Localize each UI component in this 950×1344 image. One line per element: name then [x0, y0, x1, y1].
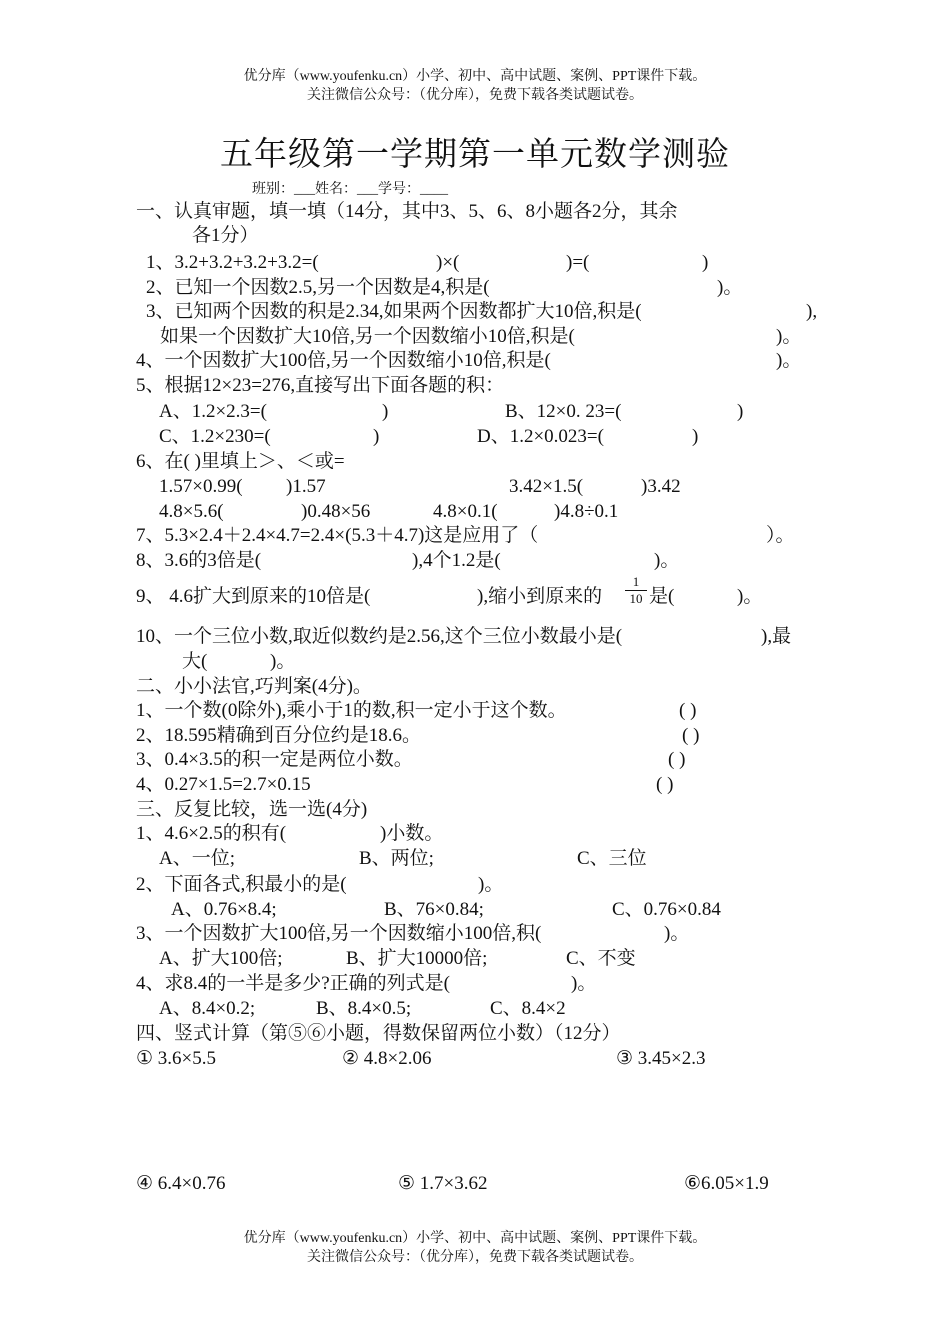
s4-problem-3: ③ 3.45×2.3: [616, 1048, 706, 1069]
s1-q6-a: 1.57×0.99(: [159, 476, 243, 497]
s1-q6-d-right: )4.8÷0.1: [554, 501, 619, 522]
fraction-denominator: 10: [629, 591, 643, 606]
section-1-heading-cont: 各1分）: [192, 225, 259, 246]
s1-q3-part-a: 3、已知两个因数的积是2.34,如果两个因数都扩大10倍,积是(: [146, 301, 642, 322]
s3-q4-option-b: B、8.4×0.5;: [316, 998, 412, 1019]
s4-problem-6: ⑥6.05×1.9: [684, 1173, 769, 1194]
s1-q10-part-a: 10、一个三位小数,取近似数约是2.56,这个三位小数最小是(: [136, 626, 623, 647]
s2-q2: 2、18.595精确到百分位约是18.6。: [136, 725, 422, 746]
s1-q5-a: A、1.2×2.3=(: [159, 401, 267, 422]
s3-q4-option-a: A、8.4×0.2;: [159, 998, 256, 1019]
s2-q4: 4、0.27×1.5=2.7×0.15: [136, 774, 311, 795]
s3-q2-option-b: B、76×0.84;: [384, 899, 484, 920]
fraction-one-tenth: [625, 575, 647, 606]
s1-q10-part-d: )。: [270, 651, 296, 672]
s3-q1-option-b: B、两位;: [359, 848, 434, 869]
s1-q5-d: D、1.2×0.023=(: [477, 426, 604, 447]
s1-q8-part-b: ),4个1.2是(: [412, 550, 501, 571]
s3-q4: 4、求8.4的一半是多少?正确的列式是(: [136, 973, 451, 994]
s1-q5-d-close: ): [692, 426, 699, 447]
s2-q1-answer-paren: ( ): [679, 700, 697, 721]
s1-q7-close: ）。: [766, 525, 795, 546]
s1-q10-part-b: ),最: [761, 626, 792, 647]
footer-line-2: 关注微信公众号：（优分库），免费下载各类试题试卷。: [307, 1250, 643, 1265]
s1-q5-c: C、1.2×230=(: [159, 426, 271, 447]
section-3-heading: 三、反复比较，选一选(4分): [136, 799, 368, 820]
s3-q3-option-c: C、不变: [566, 948, 636, 969]
s1-q5-a-close: ): [382, 401, 389, 422]
s1-q2-part-a: 2、已知一个因数2.5,另一个因数是4,积是(: [146, 277, 490, 298]
s1-q5-c-close: ): [373, 426, 380, 447]
s3-q2-option-a: A、0.76×8.4;: [171, 899, 277, 920]
s2-q1: 1、一个数(0除外),乘小于1的数,积一定小于这个数。: [136, 700, 567, 721]
s1-q1-part-d: ): [702, 252, 709, 273]
s1-q2-part-b: )。: [717, 277, 743, 298]
header-line-2: 关注微信公众号：（优分库），免费下载各类试题试卷。: [307, 88, 643, 103]
s1-q6-c: 4.8×5.6(: [159, 501, 224, 522]
s1-q1-part-b: )×(: [436, 252, 460, 273]
s3-q1: 1、4.6×2.5的积有(: [136, 823, 287, 844]
fraction-numerator: 1: [632, 574, 640, 589]
s3-q4-end: )。: [571, 973, 597, 994]
s3-q3-option-b: B、扩大10000倍;: [346, 948, 488, 969]
s1-q9-part-b: ),缩小到原来的: [477, 586, 603, 607]
s3-q4-option-c: C、8.4×2: [490, 998, 566, 1019]
s1-q9-part-a: 9、 4.6扩大到原来的10倍是(: [136, 586, 371, 607]
s1-q8-part-a: 8、3.6的3倍是(: [136, 550, 262, 571]
s1-q9-part-c: 是(: [649, 586, 675, 607]
s1-q1-part-a: 1、3.2+3.2+3.2+3.2=(: [146, 252, 319, 273]
footer-line-1: 优分库（www.youfenku.cn）小学、初中、高中试题、案例、PPT课件下载。: [243, 1231, 707, 1246]
s4-problem-5: ⑤ 1.7×3.62: [398, 1173, 488, 1194]
student-info: 班别：___姓名：___学号：____: [252, 182, 448, 197]
header-line-1: 优分库（www.youfenku.cn）小学、初中、高中试题、案例、PPT课件下载。: [243, 69, 707, 84]
s3-q2-end: )。: [478, 874, 504, 895]
s1-q5-b-close: ): [737, 401, 744, 422]
section-2-heading: 二、小小法官,巧判案(4分)。: [136, 676, 372, 697]
s1-q5-b: B、12×0. 23=(: [505, 401, 622, 422]
s1-q10-part-c: 大(: [182, 651, 208, 672]
s3-q3-option-a: A、扩大100倍;: [159, 948, 283, 969]
s1-q6-c-right: )0.48×56: [301, 501, 371, 522]
s1-q6-b: 3.42×1.5(: [509, 476, 584, 497]
s4-problem-4: ④ 6.4×0.76: [136, 1173, 226, 1194]
s1-q3-part-c: 如果一个因数扩大10倍,另一个因数缩小10倍,积是(: [160, 326, 575, 347]
s2-q3: 3、0.4×3.5的积一定是两位小数。: [136, 749, 413, 770]
s1-q5: 5、根据12×23=276,直接写出下面各题的积：: [136, 375, 505, 396]
s3-q2-option-c: C、0.76×0.84: [612, 899, 721, 920]
s1-q4-part-a: 4、一个因数扩大100倍,另一个因数缩小10倍,积是(: [136, 350, 551, 371]
s1-q9-part-d: )。: [737, 586, 763, 607]
s1-q6-b-right: )3.42: [641, 476, 681, 497]
s1-q8-part-c: )。: [654, 550, 680, 571]
s2-q4-answer-paren: ( ): [656, 774, 674, 795]
s1-q6-d: 4.8×0.1(: [433, 501, 498, 522]
s1-q7: 7、5.3×2.4＋2.4×4.7=2.4×(5.3＋4.7)这是应用了（: [136, 525, 539, 546]
s1-q3-part-d: )。: [776, 326, 802, 347]
s3-q1-end: )小数。: [380, 823, 444, 844]
s3-q2: 2、下面各式,积最小的是(: [136, 874, 347, 895]
page-title: 五年级第一学期第一单元数学测验: [220, 137, 730, 173]
s1-q1-part-c: )=(: [566, 252, 590, 273]
s1-q6-a-right: )1.57: [286, 476, 326, 497]
s1-q4-part-b: )。: [776, 350, 802, 371]
s3-q1-option-c: C、三位: [577, 848, 647, 869]
s4-problem-2: ② 4.8×2.06: [342, 1048, 432, 1069]
s3-q3: 3、一个因数扩大100倍,另一个因数缩小100倍,积(: [136, 923, 542, 944]
s1-q6: 6、在( )里填上＞、＜或=: [136, 451, 345, 472]
s2-q3-answer-paren: ( ): [668, 749, 686, 770]
s3-q3-end: )。: [664, 923, 690, 944]
s1-q3-part-b: ),: [806, 301, 818, 322]
section-1-heading: 一、认真审题，填一填（14分，其中3、5、6、8小题各2分，其余: [136, 201, 678, 222]
s4-problem-1: ① 3.6×5.5: [136, 1048, 216, 1069]
s3-q1-option-a: A、一位;: [159, 848, 236, 869]
section-4-heading: 四、竖式计算（第⑤⑥小题，得数保留两位小数）（12分）: [136, 1023, 621, 1044]
s2-q2-answer-paren: ( ): [682, 725, 700, 746]
